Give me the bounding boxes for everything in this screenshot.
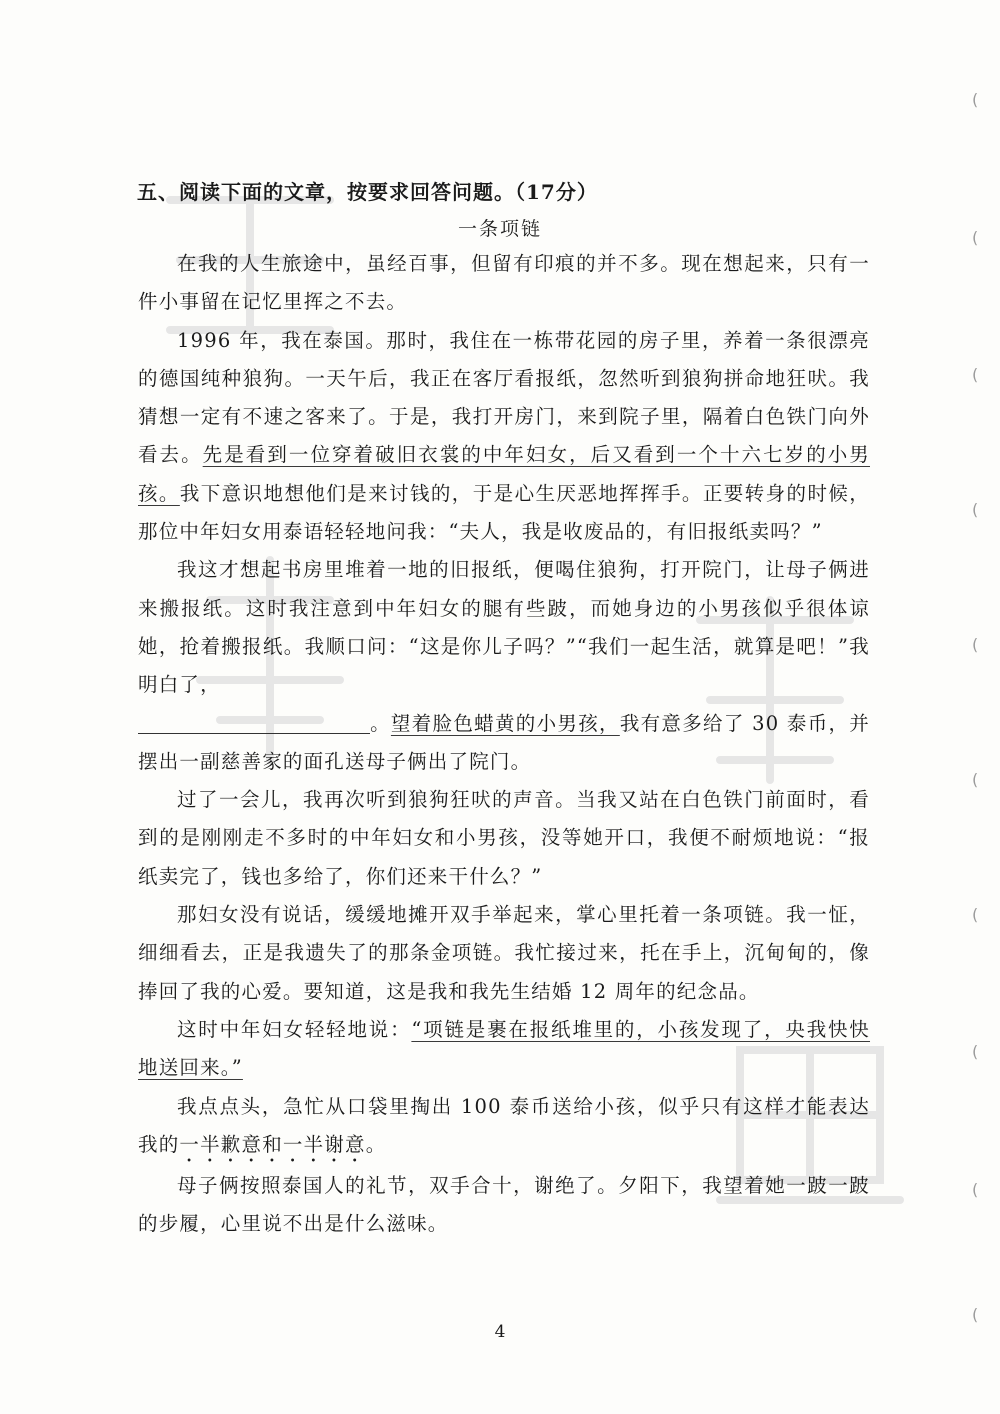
paragraph-1: 在我的人生旅途中，虽经百事，但留有印痕的并不多。现在想起来，只有一件小事留在记忆里挥之不去。	[138, 252, 870, 314]
paragraph-2-text-b: 我下意识地想他们是来讨钱的，于是心生厌恶地挥挥手。正要转身的时候，那位中年妇女用泰语轻轻地问我：“夫人，我是收废品的，有旧报纸卖吗？”	[138, 481, 870, 544]
paragraph-7-text-a: 我点点头，急忙从口袋里掏出 100 泰币送给小孩，似乎只有这样才能表达我的	[138, 1094, 870, 1156]
binding-mark: (	[972, 90, 979, 109]
paragraph-5: 那妇女没有说话，缓缓地摊开双手举起来，掌心里托着一条项链。我一怔，细细看去，正是我遗失了的那条金项链。我忙接过来，托在手上，沉甸甸的，像捧回了我的心爱。要知道，这是我和我先生结婚 12 周年的纪念品。	[138, 903, 870, 1003]
paragraph-3-text-b: 。	[370, 711, 391, 735]
underlined-sentence-3: “项链是裹在报纸堆里的，小孩发现了，央我快快地送回来。”	[138, 1017, 871, 1080]
binding-mark: (	[972, 905, 979, 924]
paragraph-3-text-c: 我有意多给了 30 泰币，并摆出一副慈善家的面孔送母子俩出了院门。	[138, 711, 871, 773]
answer-blank[interactable]	[138, 713, 370, 734]
paragraph-8: 母子俩按照泰国人的礼节，双手合十，谢绝了。夕阳下，我望着她一跛一跛的步履，心里说不出是什么滋味。	[138, 1173, 870, 1236]
underlined-sentence-2: 望着脸色蜡黄的小男孩，	[390, 711, 620, 735]
page-number: 4	[494, 1322, 506, 1342]
article-body	[138, 245, 870, 1243]
paragraph-6	[138, 1011, 870, 1088]
paragraph-7-text-b: 。	[365, 1132, 387, 1156]
paragraph-2	[138, 322, 870, 552]
article-title: 一条项链	[457, 218, 542, 240]
binding-mark: (	[972, 1042, 979, 1061]
underlined-sentence-1: 先是看到一位穿着破旧衣裳的中年妇女，后又看到一个十六七岁的小男孩。	[138, 443, 870, 505]
dotted-phrase: 一半歉意和一半谢意	[179, 1132, 366, 1156]
section-heading: 五、阅读下面的文章，按要求回答问题。（17分）	[137, 180, 598, 204]
binding-mark: (	[972, 228, 979, 247]
paragraph-7	[138, 1088, 870, 1167]
binding-mark: (	[972, 635, 979, 654]
binding-mark: (	[972, 365, 979, 384]
paragraph-2-text-a: 1996 年，我在泰国。那时，我住在一栋带花园的房子里，养着一条很漂亮的德国纯种狼狗。一天午后，我正在客厅看报纸，忽然听到狼狗拼命地狂吠。我猜想一定有不速之客来了。于是，我打开房门，来到院子里，隔着白色铁门向外看去。	[138, 328, 870, 467]
paragraph-3	[138, 551, 870, 781]
paragraph-3-text-a: 我这才想起书房里堆着一地的旧报纸，便喝住狼狗，打开院门，让母子俩进来搬报纸。这时我注意到中年妇女的腿有些跛，而她身边的小男孩似乎很体谅她，抢着搬报纸。我顺口问：“这是你儿子吗？”“我们一起生活，就算是吧！”我明白了，	[138, 558, 870, 697]
binding-mark: (	[972, 770, 979, 789]
binding-mark: (	[972, 500, 979, 519]
paragraph-6-text-a: 这时中年妇女轻轻地说：	[177, 1017, 412, 1041]
paragraph-4: 过了一会儿，我再次听到狼狗狂吠的声音。当我又站在白色铁门前面时，看到的是刚刚走不多时的中年妇女和小男孩，没等她开口，我便不耐烦地说：“报纸卖完了，钱也多给了，你们还来干什么？”	[138, 788, 870, 888]
binding-mark: (	[972, 1180, 979, 1199]
binding-mark: (	[972, 1305, 979, 1324]
